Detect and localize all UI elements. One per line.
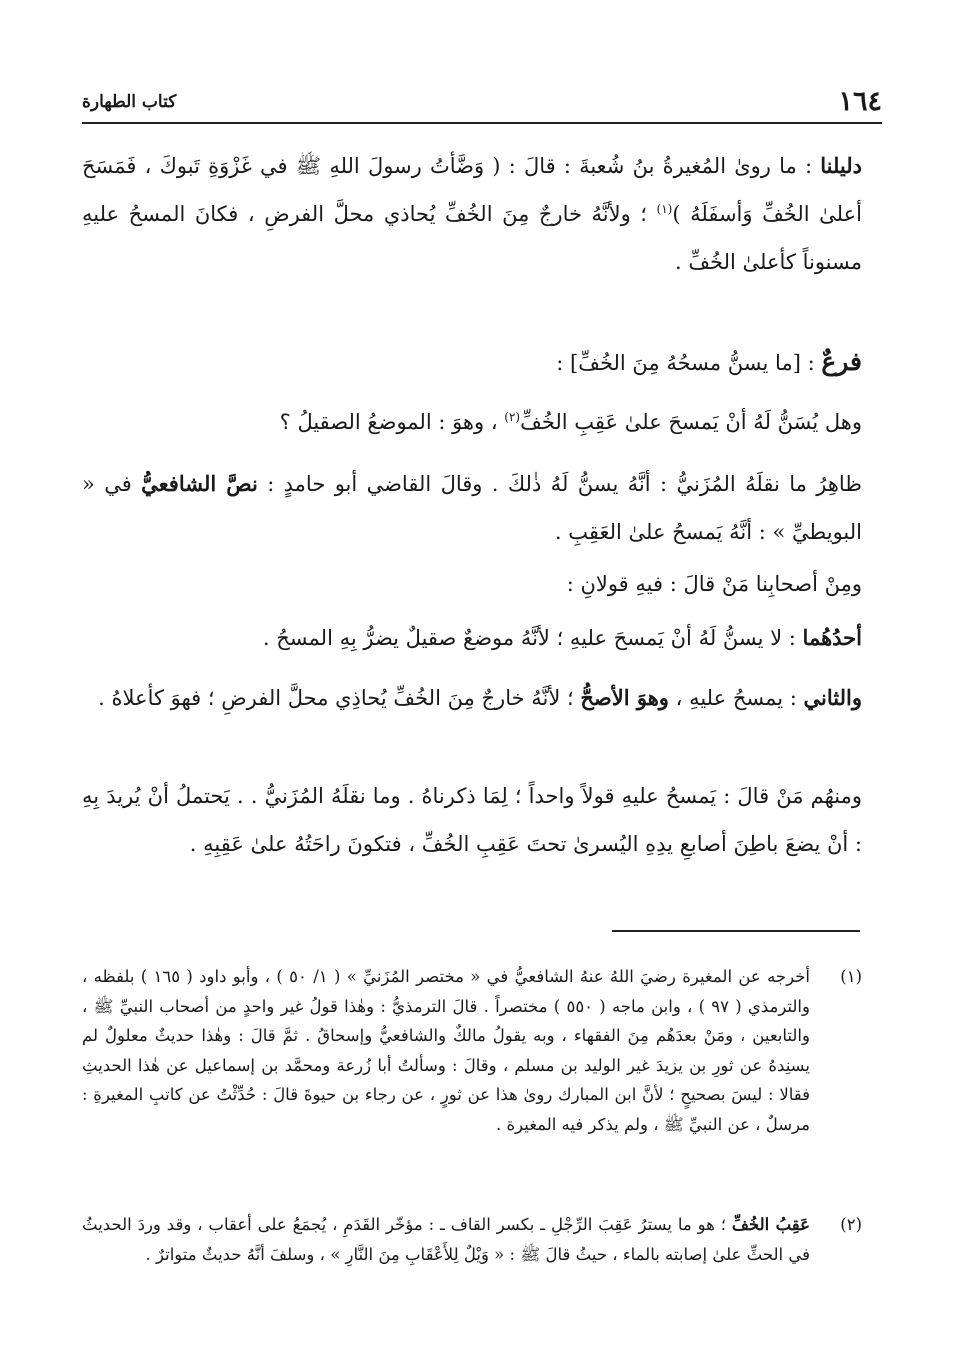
branch-title: : [ما يسنُّ مسحُهُ مِنَ الخُفِّ] : <box>556 351 822 375</box>
paragraph-first-opinion <box>82 614 862 662</box>
footnote-text: ؛ هو ما يسترُ عَقِبَ الرِّجْلِ ـ بكسر القاف ـ : مؤخّر القَدَمِ ، يُجمَعُ على أعقاب ، وقد وردَ الحديثُ في الحثِّ علىٰ إصابته بالماء ، حيثُ قالَ ﷺ : « وَيْلٌ لِلأَعْقَابِ مِنَ النَّارِ » ، وسلفَ أنَّهُ حديثٌ متواترٌ . <box>82 1215 810 1264</box>
paragraph-apparent-view <box>82 460 862 556</box>
footnote-lead: عَقِبُ الخُفِّ <box>731 1215 810 1234</box>
footnote-text-wrap <box>82 1210 810 1269</box>
paragraph-text-tail: ؛ لأنَّهُ خارجٌ مِنَ الخُفِّ يُحاذِي محلَّ الفرضِ ؛ فهوَ كأعلاهُ . <box>98 686 581 710</box>
footnote-number: (٢) <box>840 1215 862 1234</box>
paragraph-text: ومِنْ أصحابِنا مَنْ قالَ : فيهِ قولانِ : <box>566 572 862 596</box>
paragraph-text: ومنهُم مَنْ قالَ : يَمسحُ عليهِ قولاً واحداً ؛ لِمَا ذكرناهُ . وما نقلَهُ المُزَنيُّ . . يَحتملُ أنْ يُريدَ بِهِ : أنْ يضعَ باطِنَ أصابعِ يدِهِ اليُسرىٰ تحتَ عَقِبِ الخُفِّ ، فتكونَ راحَتُهُ علىٰ عَقِبِهِ . <box>82 784 862 856</box>
paragraph-evidence <box>82 142 862 286</box>
paragraph-lead: دليلنا <box>820 153 862 178</box>
paragraph-text: : لا يسنُّ لَهُ أنْ يَمسحَ عليهِ ؛ لأنَّهُ موضعٌ صقيلٌ يضرُّ بِهِ المسحُ . <box>262 626 803 650</box>
paragraph-question <box>122 398 862 446</box>
paragraph-text: وهل يُسَنُّ لَهُ أنْ يَمسحَ علىٰ عَقِبِ الخُفِّ <box>520 410 862 434</box>
paragraph-text: : ما روىٰ المُغيرةُ بنُ شُعبةَ : قالَ : ( وَضَّأتُ رسولَ اللهِ ﷺ في غَزْوَةِ تَبوكَ ، فَمَسَحَ أعلىٰ الخُفِّ وَأسفَلَهُ ) <box>82 154 862 226</box>
paragraph-bold: نصَّ الشافعيُّ <box>141 471 258 496</box>
paragraph-text-tail: ؛ ولأنَّهُ خارجٌ مِنَ الخُفِّ يُحاذي محلَّ الفرضِ ، فكانَ المسحُ عليهِ مسنوناً كأعلىٰ الخُفِّ . <box>82 202 862 274</box>
paragraph-lead: والثاني <box>803 685 862 710</box>
footnote-text: أخرجه عن المغيرة رضيَ اللهُ عنهُ الشافعيُّ في « مختصر المُزَنيِّ » ( ١/ ٥٠ ) ، وأبو داود ( ١٦٥ ) بلفظه ، والترمذي ( ٩٧ ) ، وابن ماجه ( ٥٥٠ ) مختصراً . قالَ الترمذيُّ : وهٰذا قولُ غير واحدٍ من أصحاب النبيِّ ﷺ ، والتابعين ، ومَنْ بعدَهُم مِنَ الفقهاء ، وبه يقولُ مالكٌ والشافعيُّ وإسحاقُ . ثمَّ قالَ : وهٰذا حديثٌ معلولٌ لم يسنِدهُ عن ثورِ بن يزيدَ غير الوليد بن مسلم ، وقالَ : وسألتُ أبا زُرعة ومحمَّد بن إسماعيل عن هٰذا الحديثِ فقالا : ليسَ بصحيحٍ ؛ لأنَّ ابن المبارك روىٰ هذا عن ثورٍ ، عن رجاء بن حيوةَ قالَ : حُدِّثْتُ عن كاتبِ المغيرةِ : مرسلٌ ، عن النبيِّ ﷺ ، ولم يذكر فيه المغيرة . <box>82 967 811 1134</box>
footnote-1 <box>82 962 862 1139</box>
footnote-2 <box>82 1210 862 1269</box>
paragraph-two-opinions <box>122 560 862 608</box>
running-title: كتاب الطهارة <box>82 92 177 112</box>
footnote-ref-2[interactable]: (٢) <box>504 410 521 424</box>
paragraph-text: ظاهِرُ ما نقلَهُ المُزَنيُّ : أنَّهُ يسنُّ لَهُ ذٰلكَ . وقالَ القاضي أبو حامدٍ : <box>257 472 863 496</box>
footnote-number: (١) <box>840 967 862 986</box>
paragraph-text-tail: ، وهوَ : الموضعُ الصقيلُ ؟ <box>279 410 505 434</box>
paragraph-second-opinion <box>82 674 862 722</box>
paragraph-lead: أحدُهُما <box>802 625 862 650</box>
page-number: ١٦٤ <box>838 86 882 117</box>
paragraph-bold: وهوَ الأصحُّ <box>580 685 669 710</box>
footnote-separator <box>612 930 860 932</box>
branch-label: فرعٌ <box>821 347 862 376</box>
footnote-ref-1[interactable]: (١) <box>656 202 673 216</box>
paragraph-text-tail: في « البويطيِّ » : أنَّهُ يَمسحُ علىٰ العَقِبِ . <box>82 472 862 544</box>
paragraph-branch-heading <box>82 338 862 387</box>
paragraph-other-view <box>82 772 862 868</box>
page-header <box>82 82 882 124</box>
paragraph-text: : يمسحُ عليهِ ، <box>668 686 804 710</box>
